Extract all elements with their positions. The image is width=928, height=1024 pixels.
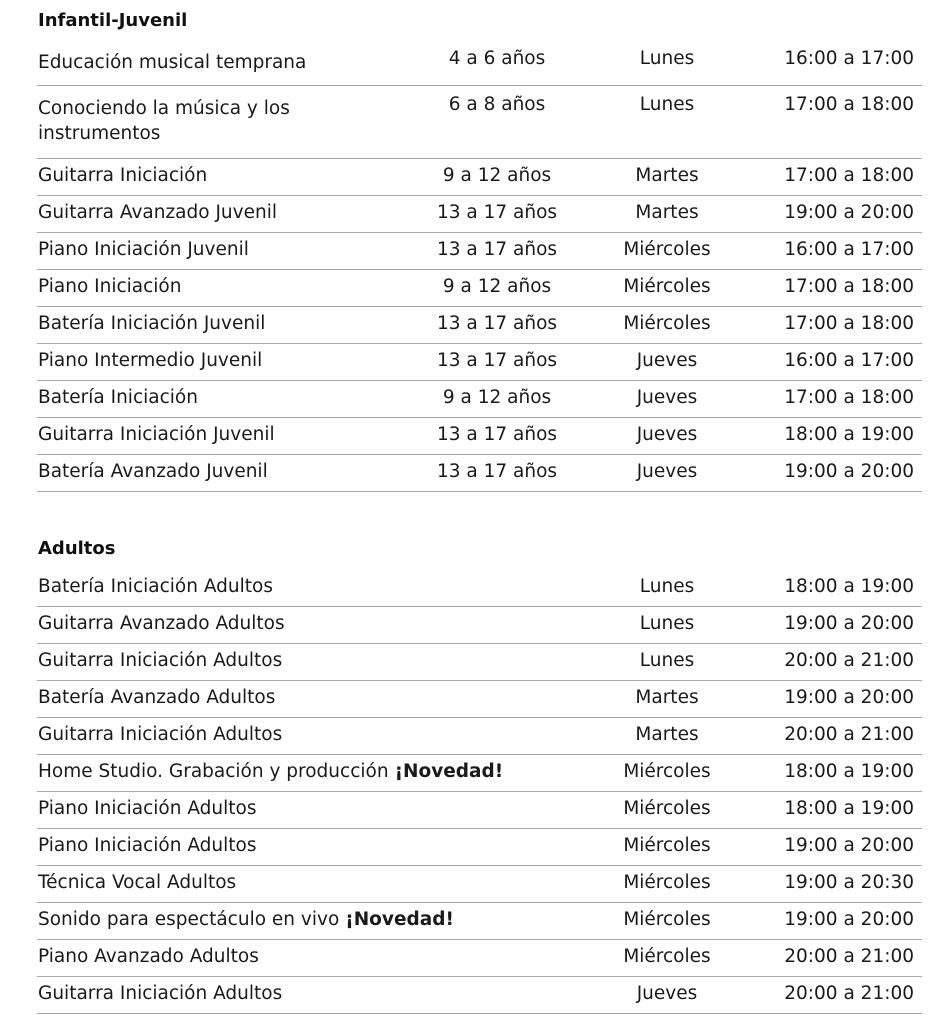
weekday: Jueves xyxy=(636,983,698,1004)
class-name: Guitarra Avanzado Juvenil xyxy=(38,202,277,223)
weekday: Miércoles xyxy=(623,835,711,856)
time-slot: 19:00 a 20:00 xyxy=(784,687,914,708)
table-row xyxy=(37,866,922,903)
time-slot: 20:00 a 21:00 xyxy=(784,650,914,671)
table-row xyxy=(37,86,922,159)
table-row xyxy=(37,418,922,455)
class-name xyxy=(38,870,598,895)
weekday: Lunes xyxy=(639,94,695,115)
age-range: 13 a 17 años xyxy=(436,424,558,445)
weekday: Miércoles xyxy=(623,872,711,893)
age-range: 13 a 17 años xyxy=(436,202,558,223)
weekday: Jueves xyxy=(636,387,698,408)
time-slot: 18:00 a 19:00 xyxy=(784,424,914,445)
table-row xyxy=(37,940,922,977)
weekday: Miércoles xyxy=(623,239,711,260)
time-slot: 18:00 a 19:00 xyxy=(784,576,914,597)
class-name-text: Batería Avanzado Adultos xyxy=(38,687,276,708)
table-row xyxy=(37,718,922,755)
table-row xyxy=(37,607,922,644)
weekday: Lunes xyxy=(639,650,695,671)
class-name xyxy=(38,944,598,969)
age-range: 9 a 12 años xyxy=(442,387,552,408)
class-name-text: Guitarra Iniciación Adultos xyxy=(38,724,283,745)
time-slot: 16:00 a 17:00 xyxy=(784,239,914,260)
class-name-text: Guitarra Avanzado Adultos xyxy=(38,613,285,634)
time-slot: 19:00 a 20:00 xyxy=(784,202,914,223)
weekday: Lunes xyxy=(639,48,695,69)
age-range: 9 a 12 años xyxy=(442,276,552,297)
class-name: Educación musical temprana xyxy=(38,52,307,73)
class-name: Batería Iniciación Juvenil xyxy=(38,313,266,334)
class-name: Piano Intermedio Juvenil xyxy=(38,350,263,371)
class-name-text: Técnica Vocal Adultos xyxy=(38,872,237,893)
table-row xyxy=(37,681,922,718)
class-name-text: Piano Iniciación Adultos xyxy=(38,798,257,819)
weekday: Lunes xyxy=(639,613,695,634)
age-range: 9 a 12 años xyxy=(442,165,552,186)
time-slot: 19:00 a 20:00 xyxy=(784,613,914,634)
age-range: 13 a 17 años xyxy=(436,461,558,482)
weekday: Jueves xyxy=(636,350,698,371)
new-badge: ¡Novedad! xyxy=(394,761,504,782)
class-name xyxy=(38,796,598,821)
time-slot: 17:00 a 18:00 xyxy=(784,165,914,186)
class-name xyxy=(38,907,598,932)
weekday: Miércoles xyxy=(623,798,711,819)
weekday: Lunes xyxy=(639,576,695,597)
weekday: Martes xyxy=(635,724,699,745)
class-name: Piano Iniciación xyxy=(38,276,182,297)
time-slot: 17:00 a 18:00 xyxy=(784,276,914,297)
new-badge: ¡Novedad! xyxy=(345,909,454,930)
age-range: 13 a 17 años xyxy=(436,313,558,334)
class-name xyxy=(38,833,598,858)
table-row xyxy=(37,755,922,792)
age-range: 13 a 17 años xyxy=(436,239,558,260)
section-title-adults: Adultos xyxy=(38,538,116,559)
class-name xyxy=(38,685,598,710)
class-name: Conociendo la música y los instrumentos xyxy=(38,98,290,144)
weekday: Jueves xyxy=(636,461,698,482)
table-row xyxy=(37,196,922,233)
time-slot: 17:00 a 18:00 xyxy=(784,387,914,408)
table-row xyxy=(37,381,922,418)
table-row xyxy=(37,829,922,866)
class-name xyxy=(38,648,598,673)
time-slot: 19:00 a 20:00 xyxy=(784,461,914,482)
class-name-text: Guitarra Iniciación Adultos xyxy=(38,650,283,671)
class-name-text: Batería Iniciación Adultos xyxy=(38,576,273,597)
class-name xyxy=(38,981,598,1006)
table-row xyxy=(37,455,922,492)
age-range: 13 a 17 años xyxy=(436,350,558,371)
weekday: Miércoles xyxy=(623,761,711,782)
age-range: 6 a 8 años xyxy=(448,94,546,115)
weekday: Martes xyxy=(635,687,699,708)
weekday: Miércoles xyxy=(623,313,711,334)
time-slot: 18:00 a 19:00 xyxy=(784,761,914,782)
time-slot: 16:00 a 17:00 xyxy=(784,48,914,69)
class-name: Batería Avanzado Juvenil xyxy=(38,461,268,482)
class-name-text: Home Studio. Grabación y producción xyxy=(38,761,389,782)
time-slot: 20:00 a 21:00 xyxy=(784,724,914,745)
adults-schedule-table xyxy=(37,570,922,1014)
youth-schedule-table xyxy=(37,40,922,492)
class-name: Guitarra Iniciación Juvenil xyxy=(38,424,275,445)
table-row xyxy=(37,344,922,381)
class-name xyxy=(38,722,598,747)
weekday: Miércoles xyxy=(623,276,711,297)
time-slot: 19:00 a 20:30 xyxy=(784,872,914,893)
weekday: Miércoles xyxy=(623,946,711,967)
class-name: Piano Iniciación Juvenil xyxy=(38,239,249,260)
time-slot: 18:00 a 19:00 xyxy=(784,798,914,819)
table-row xyxy=(37,40,922,86)
weekday: Martes xyxy=(635,202,699,223)
time-slot: 16:00 a 17:00 xyxy=(784,350,914,371)
class-name-text: Sonido para espectáculo en vivo xyxy=(38,909,340,930)
time-slot: 20:00 a 21:00 xyxy=(784,946,914,967)
class-name-text: Piano Iniciación Adultos xyxy=(38,835,257,856)
class-name-text: Guitarra Iniciación Adultos xyxy=(38,983,283,1004)
weekday: Jueves xyxy=(636,424,698,445)
time-slot: 19:00 a 20:00 xyxy=(784,909,914,930)
section-title-youth: Infantil-Juvenil xyxy=(38,10,188,31)
time-slot: 17:00 a 18:00 xyxy=(784,313,914,334)
table-row xyxy=(37,307,922,344)
weekday: Miércoles xyxy=(623,909,711,930)
table-row xyxy=(37,977,922,1014)
table-row xyxy=(37,792,922,829)
time-slot: 19:00 a 20:00 xyxy=(784,835,914,856)
table-row xyxy=(37,233,922,270)
table-row xyxy=(37,903,922,940)
class-name-text: Piano Avanzado Adultos xyxy=(38,946,259,967)
age-range: 4 a 6 años xyxy=(448,48,546,69)
class-name xyxy=(38,611,598,636)
class-name xyxy=(38,574,598,599)
class-name: Guitarra Iniciación xyxy=(38,165,208,186)
weekday: Martes xyxy=(635,165,699,186)
class-name xyxy=(38,759,598,784)
time-slot: 17:00 a 18:00 xyxy=(784,94,914,115)
time-slot: 20:00 a 21:00 xyxy=(784,983,914,1004)
table-row xyxy=(37,270,922,307)
table-row xyxy=(37,159,922,196)
table-row xyxy=(37,570,922,607)
table-row xyxy=(37,644,922,681)
class-name: Batería Iniciación xyxy=(38,387,198,408)
